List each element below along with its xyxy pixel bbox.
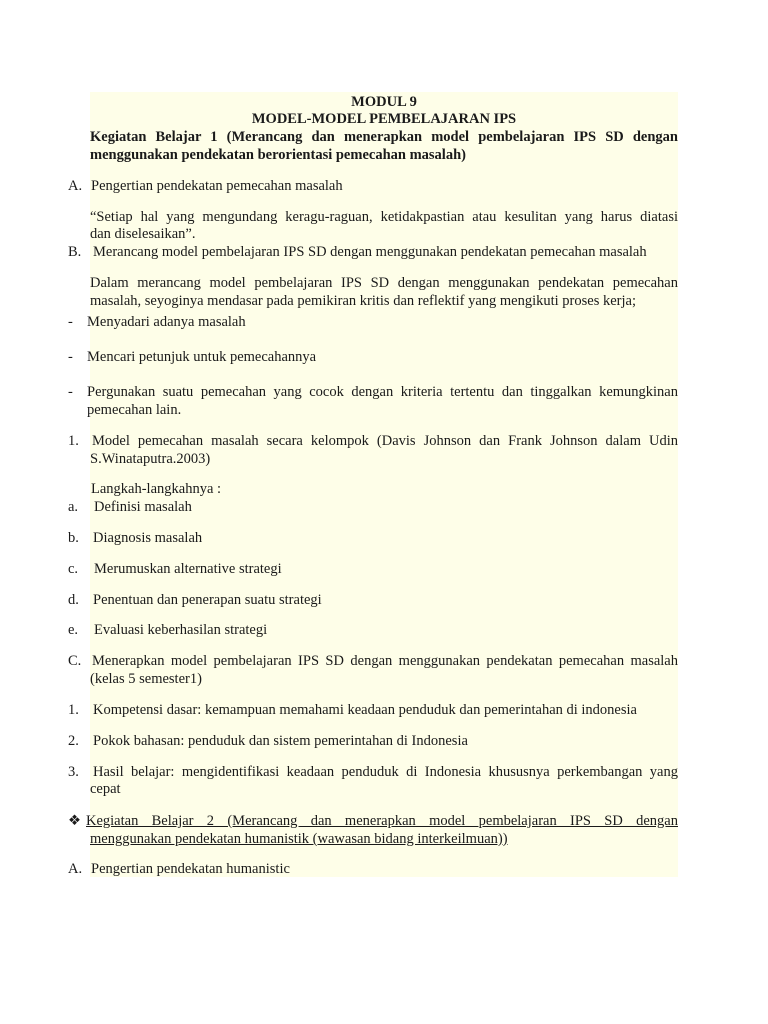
item-marker: 3.: [68, 764, 79, 780]
item-marker: 2.: [68, 733, 79, 749]
step-marker: b.: [68, 530, 79, 546]
step-marker: c.: [68, 561, 79, 577]
dash-marker: -: [68, 384, 73, 400]
step-item: Merumuskan alternative strategi: [94, 561, 282, 577]
section-c-line2: (kelas 5 semester1): [90, 671, 202, 687]
dash-item-3-line1: Pergunakan suatu pemecahan yang cocok dengan kriteria tertentu dan tinggalkan kemungkinan: [87, 384, 678, 400]
module-title: MODUL 9: [351, 94, 417, 110]
kb1-heading-line1: Kegiatan Belajar 1 (Merancang dan menerapkan model pembelajaran IPS SD dengan: [90, 129, 678, 145]
item-text-line1: Hasil belajar: mengidentifikasi keadaan penduduk di Indonesia khususnya perkembangan yang: [93, 764, 678, 780]
model-line2: S.Winataputra.2003): [90, 451, 211, 467]
step-marker: e.: [68, 622, 79, 638]
section-b-marker: B.: [68, 244, 82, 260]
diamond-bullet-icon: ❖: [68, 813, 81, 829]
section-c-marker: C.: [68, 653, 82, 669]
section-b-para-line1: Dalam merancang model pembelajaran IPS SD dengan menggunakan pendekatan pemecahan: [90, 275, 678, 291]
dash-item-2: Mencari petunjuk untuk pemecahannya: [87, 349, 317, 365]
kb2-heading-line2: menggunakan pendekatan humanistik (wawasan bidang interkeilmuan)): [90, 831, 508, 847]
step-item: Definisi masalah: [94, 499, 192, 515]
kb1-heading-line2: menggunakan pendekatan berorientasi pemecahan masalah): [90, 147, 466, 163]
dash-item-1: Menyadari adanya masalah: [87, 314, 246, 330]
step-item: Diagnosis masalah: [93, 530, 203, 546]
item-text: Pokok bahasan: penduduk dan sistem pemerintahan di Indonesia: [93, 733, 468, 749]
dash-marker: -: [68, 314, 73, 330]
module-subtitle: MODEL-MODEL PEMBELAJARAN IPS: [251, 111, 517, 127]
kb2-heading-line1: Kegiatan Belajar 2 (Merancang dan menerapkan model pembelajaran IPS SD dengan: [86, 813, 678, 829]
step-marker: a.: [68, 499, 79, 515]
section-a-heading: Pengertian pendekatan pemecahan masalah: [91, 178, 343, 194]
section-c-line1: Menerapkan model pembelajaran IPS SD dengan menggunakan pendekatan pemecahan masalah: [92, 653, 678, 669]
section-b-heading: Merancang model pembelajaran IPS SD dengan menggunakan pendekatan pemecahan masalah: [93, 244, 647, 260]
step-item: Penentuan dan penerapan suatu strategi: [93, 592, 322, 608]
document-page: [68, 92, 678, 877]
section-a2-marker: A.: [68, 861, 83, 877]
item-text: Kompetensi dasar: kemampuan memahami keadaan penduduk dan pemerintahan di indonesia: [93, 702, 637, 718]
section-a-quote-line2: dan diselesaikan”.: [90, 226, 196, 242]
steps-label: Langkah-langkahnya :: [91, 481, 222, 497]
section-b-para-line2: masalah, seyoginya mendasar pada pemikiran kritis dan reflektif yang mengikuti proses kerja;: [90, 293, 636, 309]
item-text-line2: cepat: [90, 781, 121, 797]
section-a-quote-line1: “Setiap hal yang mengundang keragu-raguan, ketidakpastian atau kesulitan yang harus diatasi: [90, 209, 678, 225]
section-a2-heading: Pengertian pendekatan humanistic: [91, 861, 290, 877]
model-line1: Model pemecahan masalah secara kelompok (Davis Johnson dan Frank Johnson dalam Udin: [92, 433, 678, 449]
numbered-marker: 1.: [68, 433, 79, 449]
section-a-marker: A.: [68, 178, 83, 194]
step-item: Evaluasi keberhasilan strategi: [94, 622, 268, 638]
step-marker: d.: [68, 592, 79, 608]
item-marker: 1.: [68, 702, 79, 718]
dash-item-3-line2: pemecahan lain.: [87, 402, 182, 418]
dash-marker: -: [68, 349, 73, 365]
